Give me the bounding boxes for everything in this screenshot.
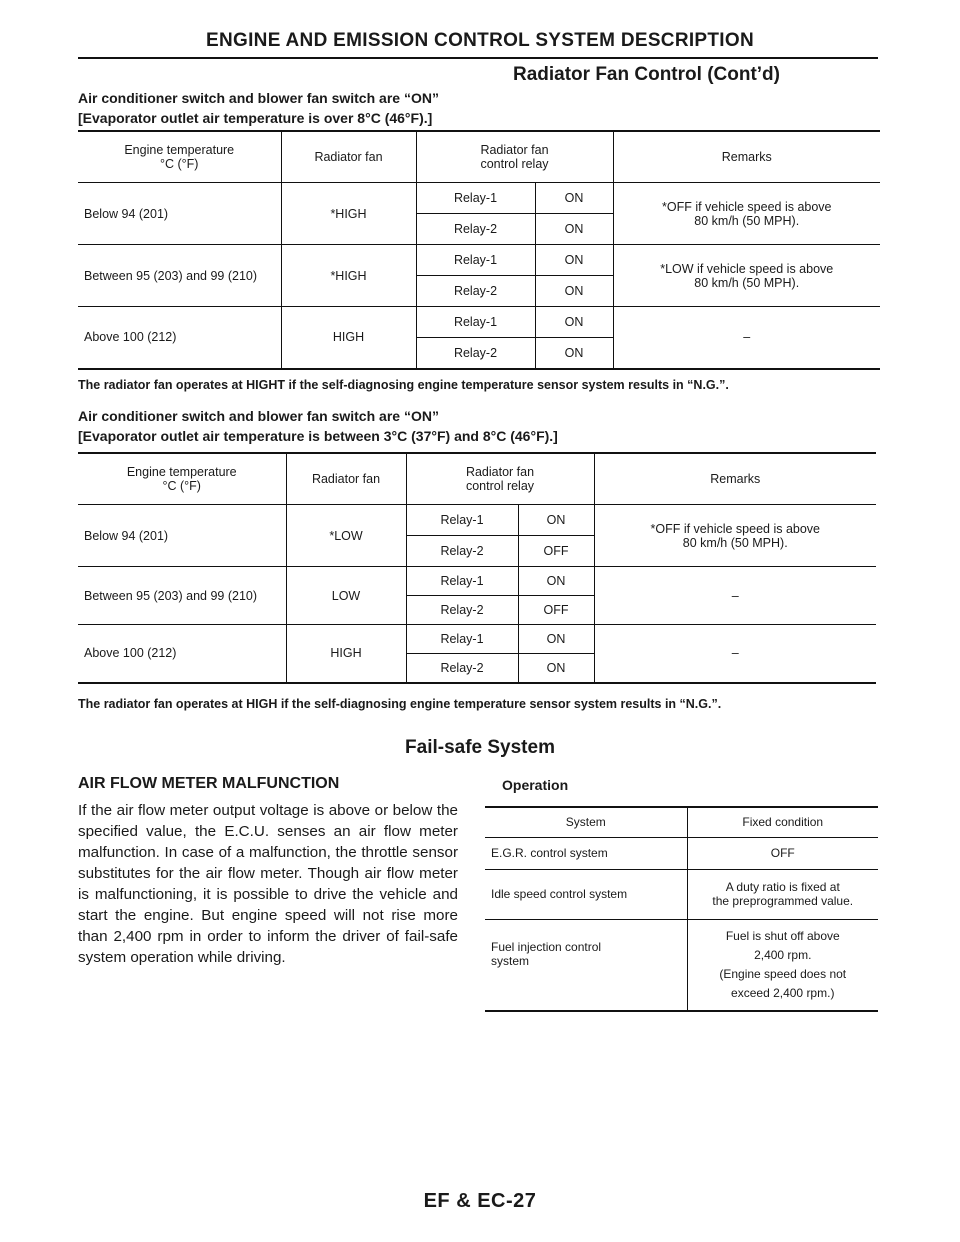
table-row-remarks: – <box>594 625 876 683</box>
relay-label: Relay-1 <box>416 245 535 276</box>
relay-label: Relay-1 <box>406 567 518 596</box>
relay-state: OFF <box>518 596 594 625</box>
col-remarks-header: Remarks <box>613 131 880 183</box>
op-row-system: E.G.R. control system <box>485 837 687 869</box>
condition-2-line-1: Air conditioner switch and blower fan switch are “ON” <box>78 408 439 424</box>
relay-state: ON <box>535 338 613 369</box>
table-row-fan: HIGH <box>286 625 406 683</box>
relay-label: Relay-2 <box>406 654 518 683</box>
op-row-system: Fuel injection control system <box>485 919 687 1011</box>
relay-state: OFF <box>518 536 594 567</box>
table-row-temp: Above 100 (212) <box>78 307 281 369</box>
table-row-remarks: *LOW if vehicle speed is above 80 km/h (50 MPH). <box>613 245 880 307</box>
relay-state: ON <box>535 245 613 276</box>
relay-label: Relay-1 <box>416 307 535 338</box>
condition-2-line-2: [Evaporator outlet air temperature is between 3°C (37°F) and 8°C (46°F).] <box>78 428 558 444</box>
relay-label: Relay-2 <box>406 596 518 625</box>
page-header-title: ENGINE AND EMISSION CONTROL SYSTEM DESCRIPTION <box>206 30 754 51</box>
radiator-fan-table-2 <box>78 452 876 684</box>
radiator-fan-table-1 <box>78 130 880 370</box>
relay-state: ON <box>518 654 594 683</box>
relay-label: Relay-2 <box>416 276 535 307</box>
table-2-note: The radiator fan operates at HIGH if the self-diagnosing engine temperature sensor system results in “N.G.”. <box>78 697 722 711</box>
relay-label: Relay-1 <box>406 505 518 536</box>
table-row-temp: Below 94 (201) <box>78 183 281 245</box>
col-radiator-fan-header: Radiator fan <box>281 131 416 183</box>
section-subtitle: Radiator Fan Control (Cont’d) <box>512 64 780 85</box>
relay-state: ON <box>535 214 613 245</box>
table-row-remarks: – <box>594 567 876 625</box>
col-radiator-fan-header: Radiator fan <box>286 453 406 505</box>
col-control-relay-header: Radiator fan control relay <box>406 453 594 505</box>
table-row-temp: Between 95 (203) and 99 (210) <box>78 245 281 307</box>
table-row-fan: *HIGH <box>281 245 416 307</box>
col-control-relay-header: Radiator fan control relay <box>416 131 613 183</box>
table-row-temp: Above 100 (212) <box>78 625 286 683</box>
failsafe-title: Fail-safe System <box>405 737 555 758</box>
air-flow-meter-text: If the air flow meter output voltage is above or below the specified value, the E.C.U. senses an air flow meter malfunction. In case of a malfunction, the throttle sensor substitutes for the air flow meter. Though air flow meter is malfunctioning, it is possible to drive the vehicle and start the engine. But engine speed will not rise more than 2,400 rpm in order to inform the driver of fail-safe system operation while driving. <box>78 802 458 966</box>
relay-state: ON <box>518 625 594 654</box>
relay-label: Relay-2 <box>416 214 535 245</box>
table-row-fan: *LOW <box>286 505 406 567</box>
header-rule <box>78 57 878 59</box>
table-row-temp: Between 95 (203) and 99 (210) <box>78 567 286 625</box>
col-system-header: System <box>485 807 687 837</box>
op-row-fixed: OFF <box>687 837 878 869</box>
air-flow-meter-title: AIR FLOW METER MALFUNCTION <box>78 775 340 792</box>
op-row-system: Idle speed control system <box>485 869 687 919</box>
col-fixed-header: Fixed condition <box>687 807 878 837</box>
table-row-remarks: *OFF if vehicle speed is above 80 km/h (50 MPH). <box>613 183 880 245</box>
table-row-remarks: *OFF if vehicle speed is above 80 km/h (50 MPH). <box>594 505 876 567</box>
relay-label: Relay-1 <box>416 183 535 214</box>
relay-state: ON <box>535 307 613 338</box>
op-row-fixed: Fuel is shut off above 2,400 rpm. (Engine speed does not exceed 2,400 rpm.) <box>687 919 878 1011</box>
relay-state: ON <box>535 276 613 307</box>
page-number: EF & EC-27 <box>423 1190 537 1212</box>
operation-title: Operation <box>502 777 569 793</box>
col-engine-temp-header: Engine temperature °C (°F) <box>78 131 281 183</box>
table-row-remarks: – <box>613 307 880 369</box>
col-engine-temp-header: Engine temperature °C (°F) <box>78 453 286 505</box>
relay-state: ON <box>518 505 594 536</box>
condition-1-line-1: Air conditioner switch and blower fan switch are “ON” <box>78 90 439 106</box>
table-row-fan: LOW <box>286 567 406 625</box>
table-row-fan: *HIGH <box>281 183 416 245</box>
col-remarks-header: Remarks <box>594 453 876 505</box>
table-row-temp: Below 94 (201) <box>78 505 286 567</box>
table-1-note: The radiator fan operates at HIGHT if the self-diagnosing engine temperature sensor system results in “N.G.”. <box>78 378 729 392</box>
op-row-fixed: A duty ratio is fixed at the preprogrammed value. <box>687 869 878 919</box>
relay-state: ON <box>518 567 594 596</box>
relay-state: ON <box>535 183 613 214</box>
relay-label: Relay-1 <box>406 625 518 654</box>
relay-label: Relay-2 <box>406 536 518 567</box>
condition-1-line-2: [Evaporator outlet air temperature is over 8°C (46°F).] <box>78 110 433 126</box>
relay-label: Relay-2 <box>416 338 535 369</box>
failsafe-operation-table <box>485 806 878 1012</box>
table-row-fan: HIGH <box>281 307 416 369</box>
